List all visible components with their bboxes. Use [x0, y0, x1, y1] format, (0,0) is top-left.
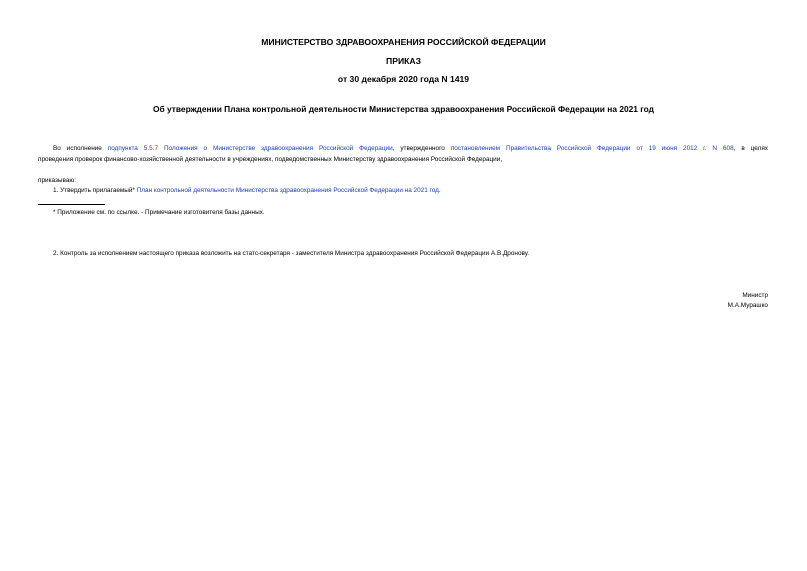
- regulation-link[interactable]: подпункта 5.5.7 Положения о Министерстве здравоохранения Российской Федерации: [107, 145, 393, 152]
- preamble-line-2: проведения проверок финансово-хозяйственной деятельности в учреждениях, подведомственных Министерству здравоохранения Российской Федерации,: [38, 156, 503, 163]
- footnote: * Приложение см. по ссылке. - Примечание изготовителя базы данных.: [53, 209, 265, 216]
- document-type: ПРИКАЗ: [386, 56, 421, 66]
- preamble-text: Во исполнение: [53, 145, 108, 152]
- order-item-1: [53, 186, 441, 196]
- control-plan-link[interactable]: План контрольной деятельности Министерства здравоохранения Российской Федерации на 2021 год: [136, 187, 439, 194]
- preamble-text: , в целях: [733, 145, 768, 152]
- ministry-heading: МИНИСТЕРСТВО ЗДРАВООХРАНЕНИЯ РОССИЙСКОЙ ФЕДЕРАЦИИ: [261, 37, 546, 47]
- signature-title: Министр: [742, 292, 768, 299]
- item-1-text: 1. Утвердить прилагаемый*: [53, 187, 137, 194]
- signature-name: М.А.Мурашко: [727, 302, 768, 309]
- footnote-divider: [38, 204, 105, 205]
- preamble-line-1: [38, 143, 768, 154]
- order-item-2: 2. Контроль за исполнением настоящего приказа возложить на статс-секретаря - заместителя Министра здравоохранения Российской Федерации А.В.Дронову.: [53, 250, 530, 257]
- preamble-text: , утвержденного: [392, 145, 451, 152]
- order-verb: приказываю:: [38, 177, 76, 184]
- document-date-number: от 30 декабря 2020 года N 1419: [337, 74, 470, 84]
- government-decree-link[interactable]: постановлением Правительства Российской Федерации от 19 июня 2012 г. N 608: [450, 145, 734, 152]
- document-subject: Об утверждении Плана контрольной деятельности Министерства здравоохранения Российской Федерации на 2021 год: [153, 104, 654, 114]
- item-1-end: .: [438, 187, 441, 194]
- preamble-paragraph: [38, 143, 768, 165]
